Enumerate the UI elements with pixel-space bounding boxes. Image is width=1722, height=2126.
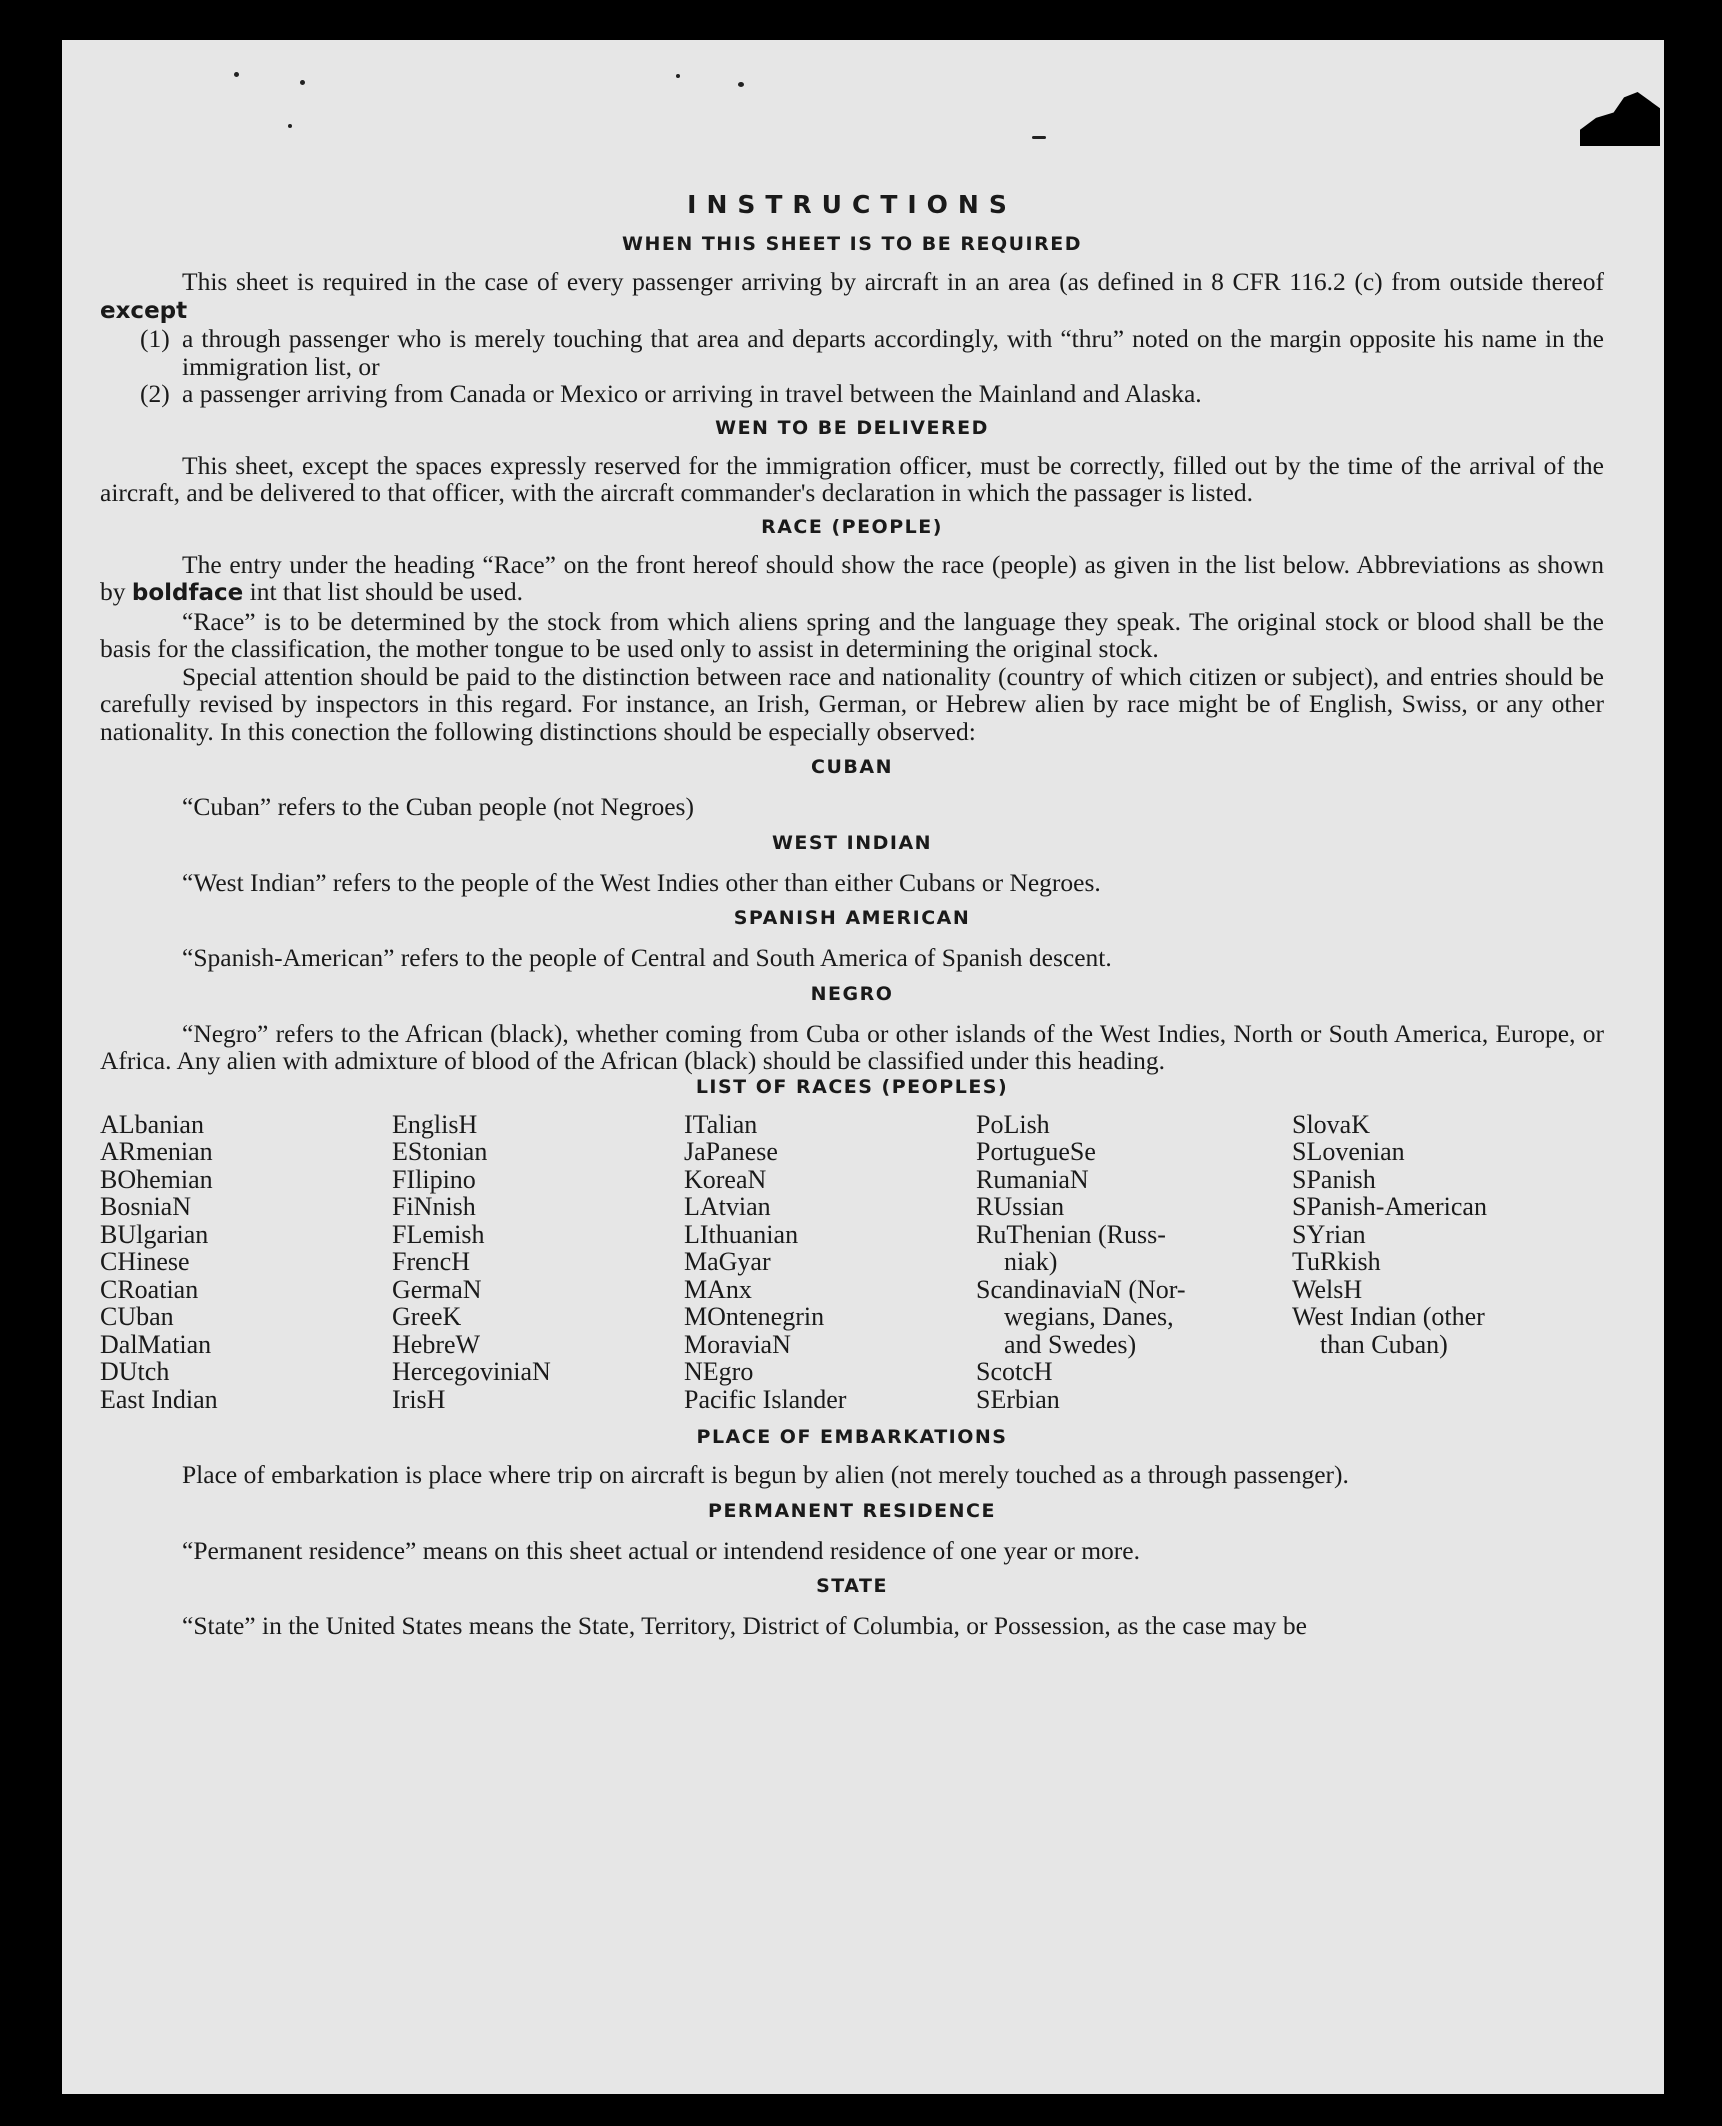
required-intro: This sheet is required in the case of every passenger arriving by aircraft in an area (as defined in 8 CFR 116.2 (c) from outside thereof except bbox=[100, 267, 1604, 324]
residence-text: “Permanent residence” means on this sheet actual or intendend residence of one year or more. bbox=[182, 1535, 1140, 1565]
race-list-entry: West Indian (other bbox=[1292, 1302, 1485, 1331]
embarkation-text: Place of embarkation is place where trip on aircraft is begun by alien (not merely touched as a through passenger). bbox=[182, 1460, 1349, 1489]
heading-state: STATE bbox=[816, 1575, 888, 1597]
race-list-entry: SLovenian bbox=[1292, 1137, 1405, 1166]
race-paragraph-1: The entry under the heading “Race” on the front hereof should show the race (people) as given in the list below. Abbreviations as shown by boldface int that list should be used. bbox=[100, 549, 1604, 606]
heading-delivered: WEN TO BE DELIVERED bbox=[715, 416, 989, 439]
speck bbox=[288, 124, 292, 128]
state-text: “State” in the United States means the State, Territory, District of Columbia, or Possession, as the case may be bbox=[182, 1611, 1307, 1640]
required-item-1: (1) a through passenger who is merely touching that area and departs accordingly, with “thru” noted on the margin opposite his name in the immigration list, or bbox=[140, 324, 1604, 381]
race-list-entry: CRoatian bbox=[100, 1274, 199, 1304]
required-item-2: (2) a passenger arriving from Canada or Mexico or arriving in travel between the Mainland and Alaska. bbox=[140, 379, 1202, 408]
race-list-entry: LIthuanian bbox=[684, 1219, 799, 1249]
race-list-entry: DUtch bbox=[100, 1357, 170, 1386]
races-column-4 bbox=[976, 1111, 1292, 1414]
race-list-entry: and Swedes) bbox=[1004, 1329, 1137, 1359]
race-list-entry: SErbian bbox=[976, 1384, 1060, 1414]
heading-embarkation: PLACE OF EMBARKATIONS bbox=[696, 1426, 1008, 1448]
race-list-entry: HebreW bbox=[392, 1329, 481, 1359]
races-column-1 bbox=[100, 1111, 392, 1414]
race-list-entry: EStonian bbox=[392, 1137, 488, 1166]
race-list-entry: East Indian bbox=[100, 1384, 218, 1414]
race-list-entry: CUban bbox=[100, 1302, 174, 1331]
race-list-entry: FrencH bbox=[392, 1247, 470, 1276]
heading-negro: NEGRO bbox=[810, 982, 894, 1005]
race-list-entry: ScotcH bbox=[976, 1357, 1053, 1386]
race-list-entry: RuThenian (Russ- bbox=[976, 1219, 1166, 1249]
speck bbox=[1032, 136, 1046, 139]
heading-race: RACE (PEOPLE) bbox=[761, 515, 943, 538]
race-list-entry: BosniaN bbox=[100, 1192, 191, 1221]
race-list-entry: LAtvian bbox=[684, 1192, 771, 1221]
race-list-entry: PoLish bbox=[976, 1109, 1050, 1139]
race-list-entry: BOhemian bbox=[100, 1164, 213, 1194]
boldface-word: boldface bbox=[131, 580, 244, 606]
race-list-entry: HercegoviniaN bbox=[392, 1357, 551, 1386]
race-list-entry: wegians, Danes, bbox=[1004, 1302, 1174, 1331]
race-list-entry: MaGyar bbox=[684, 1247, 771, 1276]
speck bbox=[738, 82, 744, 87]
race-list-entry: ALbanian bbox=[100, 1109, 204, 1139]
speck bbox=[234, 72, 239, 77]
cuban-text: “Cuban” refers to the Cuban people (not Negroes) bbox=[182, 792, 694, 821]
torn-corner bbox=[1580, 92, 1660, 146]
race-list-entry: NEgro bbox=[684, 1357, 754, 1386]
speck bbox=[676, 74, 680, 78]
heading-required: WHEN THIS SHEET IS TO BE REQUIRED bbox=[621, 233, 1082, 255]
race-list-entry: RUssian bbox=[976, 1192, 1065, 1221]
race-list-entry: MOntenegrin bbox=[684, 1302, 825, 1331]
heading-cuban: CUBAN bbox=[811, 756, 893, 778]
race-list-entry: SPanish-American bbox=[1292, 1192, 1487, 1221]
race-list-entry: DalMatian bbox=[100, 1329, 212, 1359]
speck bbox=[300, 80, 305, 85]
race-list-entry: FIlipino bbox=[392, 1164, 476, 1194]
races-column-3 bbox=[684, 1111, 976, 1414]
race-list-entry: GreeK bbox=[392, 1302, 462, 1331]
race-list-entry: ScandinaviaN (Nor- bbox=[976, 1274, 1186, 1304]
race-list-entry: PortugueSe bbox=[976, 1137, 1096, 1166]
race-paragraph-2: “Race” is to be determined by the stock from which aliens spring and the language they speak. The original stock or blood shall be the basis for the classification, the mother tongue to be used only to assist in determining the original stock. bbox=[100, 606, 1604, 663]
except-bold: except bbox=[100, 297, 188, 324]
race-list-entry: WelsH bbox=[1292, 1274, 1363, 1304]
race-list-entry: ITalian bbox=[684, 1109, 758, 1139]
race-list-entry: Pacific Islander bbox=[684, 1384, 847, 1414]
race-list-entry: BUlgarian bbox=[100, 1219, 209, 1249]
race-list-entry: than Cuban) bbox=[1320, 1329, 1448, 1359]
race-list-entry: CHinese bbox=[100, 1247, 190, 1276]
negro-text: “Negro” refers to the African (black), whether coming from Cuba or other islands of the West Indies, North or South America, Europe, or Africa. Any alien with admixture of blood of the African (black) should be classified under this heading. bbox=[100, 1018, 1604, 1075]
race-list-entry: GermaN bbox=[392, 1274, 482, 1304]
heading-west-indian: WEST INDIAN bbox=[771, 831, 933, 854]
race-list-entry: SYrian bbox=[1292, 1219, 1366, 1249]
races-column-5 bbox=[1292, 1111, 1592, 1414]
races-list bbox=[100, 1111, 1604, 1414]
race-paragraph-3: Special attention should be paid to the distinction between race and nationality (country of which citizen or subject), and entries should be carefully revised by inspectors in this regard. For instance, an Irish, German, or Hebrew alien by race might be of English, Swiss, or any other nationality. In this conection the following distinctions should be especially observed: bbox=[100, 661, 1604, 746]
page-title: INSTRUCTIONS bbox=[687, 190, 1017, 219]
west-indian-text: “West Indian” refers to the people of the West Indies other than either Cubans or Negroes. bbox=[182, 867, 1101, 897]
race-list-entry: JaPanese bbox=[684, 1137, 778, 1166]
race-list-entry: niak) bbox=[1004, 1247, 1058, 1276]
race-list-entry: RumaniaN bbox=[976, 1164, 1089, 1194]
race-list-entry: MAnx bbox=[684, 1274, 752, 1304]
race-list-entry: EnglisH bbox=[392, 1109, 478, 1139]
race-list-entry: FiNnish bbox=[392, 1192, 476, 1221]
race-list-entry: FLemish bbox=[392, 1219, 485, 1249]
race-list-entry: SPanish bbox=[1292, 1164, 1376, 1194]
delivered-text: This sheet, except the spaces expressly reserved for the immigration officer, must be correctly, filled out by the time of the arrival of the aircraft, and be delivered to that officer, with the aircraft commander's declaration in which the passager is listed. bbox=[100, 450, 1604, 507]
races-column-2 bbox=[392, 1111, 684, 1414]
heading-residence: PERMANENT RESIDENCE bbox=[708, 1499, 996, 1522]
document-body bbox=[100, 190, 1604, 1640]
race-list-entry: TuRkish bbox=[1292, 1247, 1381, 1276]
race-list-entry: IrisH bbox=[392, 1384, 446, 1414]
race-list-entry: MoraviaN bbox=[684, 1329, 791, 1359]
heading-list-of-races: LIST OF RACES (PEOPLES) bbox=[695, 1075, 1009, 1098]
heading-spanish-american: SPANISH AMERICAN bbox=[733, 907, 971, 929]
race-list-entry: ARmenian bbox=[100, 1137, 213, 1166]
spanish-american-text: “Spanish-American” refers to the people of Central and South America of Spanish descent. bbox=[182, 943, 1112, 972]
document-page bbox=[62, 40, 1664, 2094]
race-list-entry: SlovaK bbox=[1292, 1109, 1370, 1139]
race-list-entry: KoreaN bbox=[684, 1164, 767, 1194]
